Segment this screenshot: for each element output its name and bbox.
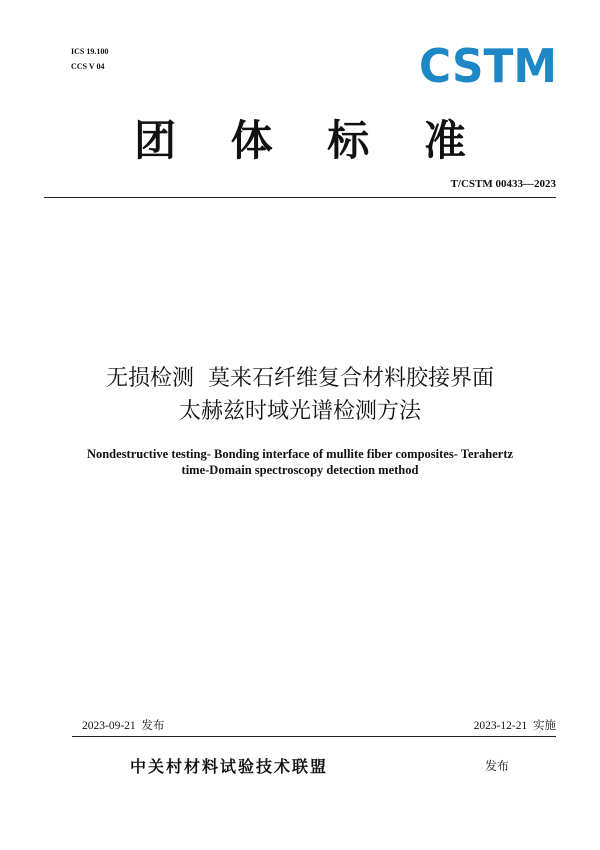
ccs-code: CCS V 04 (71, 62, 105, 71)
english-title-line-1: Nondestructive testing- Bonding interface of mullite fiber composites- Terahertz (86, 447, 514, 461)
chinese-title-line-2: 太赫兹时域光谱检测方法 (178, 399, 421, 424)
issuing-organization: 中关村材料试验技术联盟 (130, 757, 329, 776)
top-divider (44, 197, 556, 198)
classification-codes (71, 44, 108, 74)
cstm-logo-text: CSTM (419, 44, 557, 86)
publish-label: 发布 (485, 759, 510, 773)
english-title-line-2: time-Domain spectroscopy detection method (181, 463, 419, 477)
cstm-logo (418, 44, 558, 86)
ics-code: ICS 19.100 (71, 47, 109, 56)
standard-type-heading: 团 体 标 准 (134, 116, 486, 165)
issue-date: 2023-09-21 发布 (82, 720, 165, 732)
chinese-title-line-1: 无损检测 莫来石纤维复合材料胶接界面 (106, 366, 494, 391)
bottom-divider (72, 736, 556, 737)
chinese-title (0, 362, 600, 428)
english-title (0, 446, 600, 478)
standard-number: T/CSTM 00433—2023 (450, 178, 556, 190)
implementation-date: 2023-12-21 实施 (473, 720, 556, 732)
